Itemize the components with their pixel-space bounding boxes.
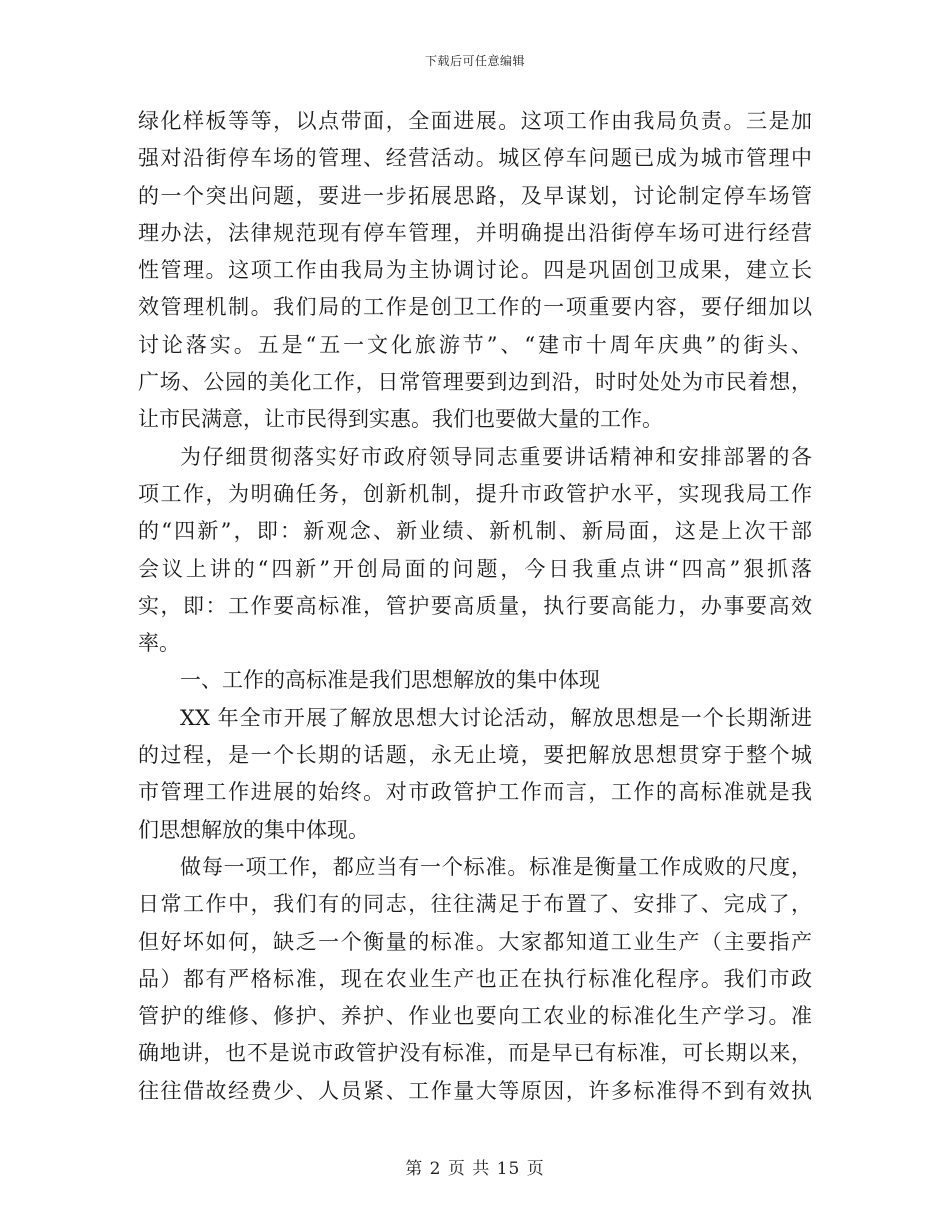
text-line: 讨论落实。五是“五一文化旅游节”、“建市十周年庆典”的街头、 — [138, 332, 812, 357]
text-line: 管护的维修、修护、养护、作业也要向工农业的标准化生产学习。准 — [138, 1004, 812, 1029]
section-heading — [138, 662, 812, 699]
document-body — [138, 103, 812, 1110]
text-line: 做每一项工作，都应当有一个标准。标准是衡量工作成败的尺度， — [180, 854, 812, 879]
text-line: 确地讲，也不是说市政管护没有标准，而是早已有标准，可长期以来， — [138, 1041, 812, 1066]
text-line: 会议上讲的“四新”开创局面的问题，今日我重点讲“四高”狠抓落 — [138, 556, 812, 581]
heading-line: 一、工作的高标准是我们思想解放的集中体现 — [180, 668, 600, 693]
text-line: 品）都有严格标准，现在农业生产也正在执行标准化程序。我们市政 — [138, 966, 812, 991]
text-line: 强对沿街停车场的管理、经营活动。城区停车问题已成为城市管理中 — [138, 146, 812, 171]
text-line: 但好坏如何，缺乏一个衡量的标准。大家都知道工业生产（主要指产 — [138, 929, 812, 954]
paragraph — [138, 700, 812, 849]
page-header-note: 下载后可任意编辑 — [424, 54, 525, 68]
text-line: 为仔细贯彻落实好市政府领导同志重要讲话精神和安排部署的各 — [180, 444, 812, 469]
paragraph — [138, 103, 812, 439]
text-line: 理办法，法律规范现有停车管理，并明确提出沿街停车场可进行经营 — [138, 220, 812, 245]
page-number: 第 2 页 共 15 页 — [405, 1159, 545, 1179]
text-line: 让市民满意，让市民得到实惠。我们也要做大量的工作。 — [138, 407, 663, 432]
text-line: 广场、公园的美化工作，日常管理要到边到沿，时时处处为市民着想， — [138, 370, 812, 395]
text-line: XX 年全市开展了解放思想大讨论活动，解放思想是一个长期渐进 — [180, 705, 812, 730]
text-line: 的过程，是一个长期的话题，永无止境，要把解放思想贯穿于整个城 — [138, 743, 812, 768]
text-line: 项工作，为明确任务，创新机制，提升市政管护水平，实现我局工作 — [138, 481, 812, 506]
text-line: 往往借故经费少、人员紧、工作量大等原因，许多标准得不到有效执 — [138, 1078, 812, 1103]
text-line: 率。 — [138, 631, 180, 656]
text-line: 日常工作中，我们有的同志，往往满足于布置了、安排了、完成了， — [138, 892, 812, 917]
text-line: 们思想解放的集中体现。 — [138, 817, 369, 842]
text-line: 的一个突出问题，要进一步拓展思路，及早谋划，讨论制定停车场管 — [138, 183, 812, 208]
text-line: 效管理机制。我们局的工作是创卫工作的一项重要内容，要仔细加以 — [138, 295, 812, 320]
paragraph — [138, 849, 812, 1110]
text-line: 的“四新”，即：新观念、新业绩、新机制、新局面，这是上次干部 — [138, 519, 812, 544]
text-line: 绿化样板等等，以点带面，全面进展。这项工作由我局负责。三是加 — [138, 109, 812, 133]
text-line: 性管理。这项工作由我局为主协调讨论。四是巩固创卫成果，建立长 — [138, 258, 812, 283]
text-line: 市管理工作进展的始终。对市政管护工作而言，工作的高标准就是我 — [138, 780, 812, 805]
text-line: 实，即：工作要高标准，管护要高质量，执行要高能力，办事要高效 — [138, 593, 812, 618]
paragraph — [138, 439, 812, 663]
